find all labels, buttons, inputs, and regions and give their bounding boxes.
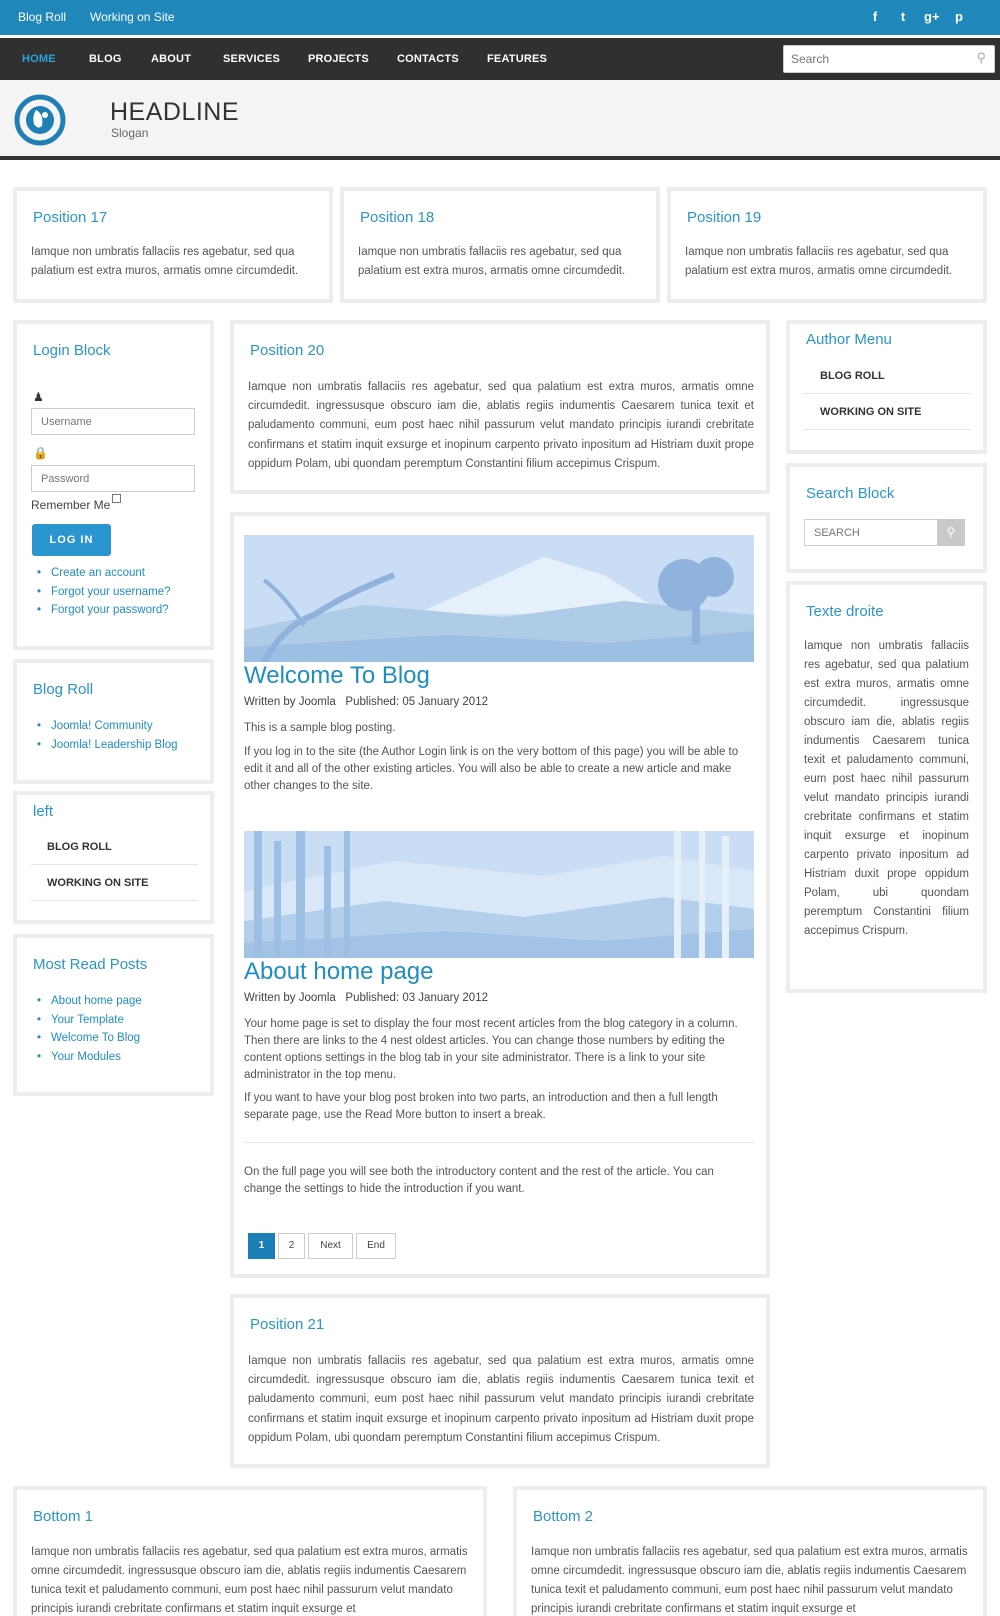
menu-item-blog-roll[interactable]: BLOG ROLL	[804, 358, 971, 394]
post-author: Written by Joomla	[244, 992, 336, 1004]
nav-contacts[interactable]: CONTACTS	[397, 53, 459, 65]
list-item	[31, 736, 178, 755]
your-modules-link[interactable]: Your Modules	[51, 1051, 121, 1064]
welcome-to-blog-link[interactable]: Welcome To Blog	[51, 1032, 141, 1045]
post-paragraph: This is a sample blog posting.	[244, 722, 396, 734]
menu-item-working-on-site[interactable]: WORKING ON SITE	[31, 865, 198, 901]
module-title: Bottom 1	[33, 1508, 94, 1525]
blog-roll-block	[13, 659, 214, 784]
post-meta	[244, 992, 488, 1004]
post-author: Written by Joomla	[244, 696, 336, 708]
menu-item-working-on-site[interactable]: WORKING ON SITE	[804, 394, 971, 430]
position-20	[230, 320, 770, 494]
position-17	[13, 187, 333, 303]
pinterest-icon[interactable]: p	[955, 9, 963, 24]
search-block	[786, 463, 987, 573]
module-title: Position 18	[360, 209, 435, 226]
most-read-block	[13, 934, 214, 1096]
position-21	[230, 1294, 770, 1468]
most-read-links	[31, 992, 142, 1067]
blog-roll-links	[31, 717, 178, 754]
sidebar-search	[804, 519, 965, 546]
forgot-password-link[interactable]: Forgot your password?	[51, 604, 169, 617]
top-link-working-on-site[interactable]: Working on Site	[90, 10, 175, 24]
author-menu-block	[786, 320, 987, 454]
search-icon[interactable]: ⚲	[976, 50, 986, 65]
post-paragraph: Your home page is set to display the four most recent articles from the blog category in a column. Then there are links to the 4 nest oldest articles. You can change those numbers by editing the content options settings in the blog tab in your site administrator. There is a link to your site administrator in the top menu.	[244, 1018, 738, 1081]
left-menu-block	[13, 791, 214, 924]
module-title: Most Read Posts	[33, 956, 148, 973]
search-input[interactable]	[784, 46, 964, 72]
position-18	[340, 187, 660, 303]
module-text: Iamque non umbratis fallaciis res agebatur, sed qua palatium est extra muros, armatis omne circumdedit. ingressusque obscuro iam die, ablatis regiis indumentis Caesarem tunica texit et paludamento communi, eum post haec nihil passurum velut mandato principis iurandi crebritate confirmans et statim inquit exsurge et inopinum carpento privato inpositum ad Histriam duxit prope oppidum Polam, ubi quondam peremptum Constantini filium accepimus Crispum.	[248, 381, 754, 470]
post-date: Published: 03 January 2012	[345, 992, 488, 1004]
module-title: Texte droite	[806, 603, 884, 620]
search-icon[interactable]: ⚲	[937, 519, 965, 546]
author-menu	[804, 358, 971, 430]
module-text: Iamque non umbratis fallaciis res agebatur, sed qua palatium est extra muros, armatis omne circumdedit.	[358, 246, 626, 277]
create-account-link[interactable]: Create an account	[51, 567, 145, 579]
next-page-button[interactable]: Next	[308, 1233, 353, 1259]
post-title[interactable]: About home page	[244, 958, 434, 985]
your-template-link[interactable]: Your Template	[51, 1013, 124, 1026]
joomla-community-link[interactable]: Joomla! Community	[51, 720, 153, 732]
login-button[interactable]: LOG IN	[32, 524, 111, 556]
position-19	[667, 187, 987, 303]
username-field[interactable]	[31, 408, 195, 435]
logo-icon[interactable]	[14, 94, 66, 146]
module-text: Iamque non umbratis fallaciis res agebatur, sed qua palatium est extra muros, armatis omne circumdedit. ingressusque obscuro iam die, ablatis regiis indumentis Caesarem tunica texit et paludamento communi, eum post haec nihil passurum velut mandato principis iurandi crebritate confirmans et statim inquit exsurge et	[531, 1546, 968, 1615]
sidebar-search-input[interactable]	[805, 520, 935, 545]
password-field[interactable]	[31, 465, 195, 492]
nav-home[interactable]: HOME	[22, 53, 56, 65]
page-2-button[interactable]: 2	[278, 1233, 305, 1259]
nav-projects[interactable]: PROJECTS	[308, 53, 369, 65]
list-item	[31, 1048, 142, 1067]
module-text: Iamque non umbratis fallaciis res agebatur, sed qua palatium est extra muros, armatis omne circumdedit. ingressusque obscuro iam die, ablatis regiis indumentis Caesarem tunica texit et paludamento communi, eum post haec nihil passurum velut mandato principis iurandi crebritate confirmans et statim inquit exsurge et inopinum carpento privato inpositum ad Histriam duxit prope oppidum Polam, ubi quondam peremptum Constantini filium accepimus Crispum.	[248, 1355, 754, 1444]
pagination	[248, 1233, 396, 1259]
module-title: Position 17	[33, 209, 108, 226]
site-slogan: Slogan	[111, 126, 149, 140]
main-nav	[0, 38, 1000, 80]
nav-blog[interactable]: BLOG	[89, 53, 122, 65]
joomla-leadership-blog-link[interactable]: Joomla! Leadership Blog	[51, 738, 178, 751]
nav-features[interactable]: FEATURES	[487, 53, 548, 65]
nav-search	[783, 45, 995, 73]
module-title: left	[33, 803, 54, 820]
list-item	[31, 601, 171, 620]
module-text: Iamque non umbratis fallaciis res agebatur, sed qua palatium est extra muros, armatis omne circumdedit.	[685, 246, 953, 277]
list-item	[31, 564, 171, 583]
module-title: Blog Roll	[33, 681, 94, 698]
login-block	[13, 320, 214, 650]
post-paragraph: On the full page you will see both the introductory content and the rest of the article. You can change the settings to hide the introduction if you want.	[244, 1166, 714, 1195]
module-title: Position 21	[250, 1316, 325, 1333]
list-item	[31, 717, 178, 736]
divider	[244, 1142, 754, 1143]
post-paragraph: If you log in to the site (the Author Login link is on the very bottom of this page) you will be able to edit it and all of the other existing articles. You will also be able to create a new article and make other changes to the site.	[244, 746, 739, 792]
facebook-icon[interactable]: f	[872, 9, 878, 24]
page-1-button[interactable]: 1	[248, 1233, 275, 1259]
remember-me-checkbox[interactable]	[112, 494, 121, 503]
social-links	[868, 9, 966, 24]
nav-about[interactable]: ABOUT	[151, 53, 192, 65]
top-bar	[0, 0, 1000, 35]
lock-icon: 🔒	[33, 446, 48, 460]
bottom-2	[513, 1486, 987, 1616]
remember-me-label: Remember Me	[31, 498, 111, 512]
site-headline: HEADLINE	[110, 98, 240, 126]
list-item	[31, 583, 171, 602]
site-header	[0, 80, 1000, 160]
bottom-1	[13, 1486, 487, 1616]
module-text: Iamque non umbratis fallaciis res agebatur, sed qua palatium est extra muros, armatis omne circumdedit.	[31, 246, 299, 277]
nav-services[interactable]: SERVICES	[223, 53, 281, 65]
module-title: Position 19	[687, 209, 762, 226]
menu-item-blog-roll[interactable]: BLOG ROLL	[31, 829, 198, 865]
post-banner-image	[244, 535, 754, 662]
post-title[interactable]: Welcome To Blog	[244, 662, 430, 689]
module-text: Iamque non umbratis fallaciis res agebatur, sed qua palatium est extra muros, armatis omne circumdedit. ingressusque obscuro iam die, ablatis regiis indumentis Caesarem tunica texit et paludamento communi, eum post haec nihil passurum velut mandato principis iurandi crebritate confirmans et statim inquit exsurge et inopinum carpento privato inpositum ad Histriam duxit prope oppidum Polam, ubi quondam peremptum Constantini filium accepimus Crispum.	[804, 640, 969, 937]
google-plus-icon[interactable]: g+	[924, 9, 940, 24]
post-date: Published: 05 January 2012	[345, 696, 488, 708]
module-title: Search Block	[806, 485, 895, 502]
module-title: Position 20	[250, 342, 325, 359]
login-links	[31, 564, 171, 620]
module-text: Iamque non umbratis fallaciis res agebatur, sed qua palatium est extra muros, armatis omne circumdedit. ingressusque obscuro iam die, ablatis regiis indumentis Caesarem tunica texit et paludamento communi, eum post haec nihil passurum velut mandato principis iurandi crebritate confirmans et statim inquit exsurge et	[31, 1546, 468, 1615]
twitter-icon[interactable]: t	[900, 9, 906, 24]
list-item	[31, 992, 142, 1011]
end-page-button[interactable]: End	[356, 1233, 396, 1259]
module-title: Author Menu	[806, 331, 892, 348]
about-home-page-link[interactable]: About home page	[51, 995, 142, 1007]
blog-content	[230, 512, 770, 1278]
top-link-blog-roll[interactable]: Blog Roll	[18, 10, 67, 24]
module-title: Bottom 2	[533, 1508, 594, 1525]
post-banner-image	[244, 831, 754, 958]
post-meta	[244, 696, 488, 708]
texte-droite-block	[786, 581, 987, 993]
module-title: Login Block	[33, 342, 111, 359]
post-paragraph: If you want to have your blog post broken into two parts, an introduction and then a full length separate page, use the Read More button to insert a break.	[244, 1092, 718, 1121]
left-menu	[31, 829, 198, 901]
list-item	[31, 1011, 142, 1030]
list-item	[31, 1029, 142, 1048]
user-icon: ♟	[33, 390, 44, 404]
forgot-username-link[interactable]: Forgot your username?	[51, 585, 171, 598]
